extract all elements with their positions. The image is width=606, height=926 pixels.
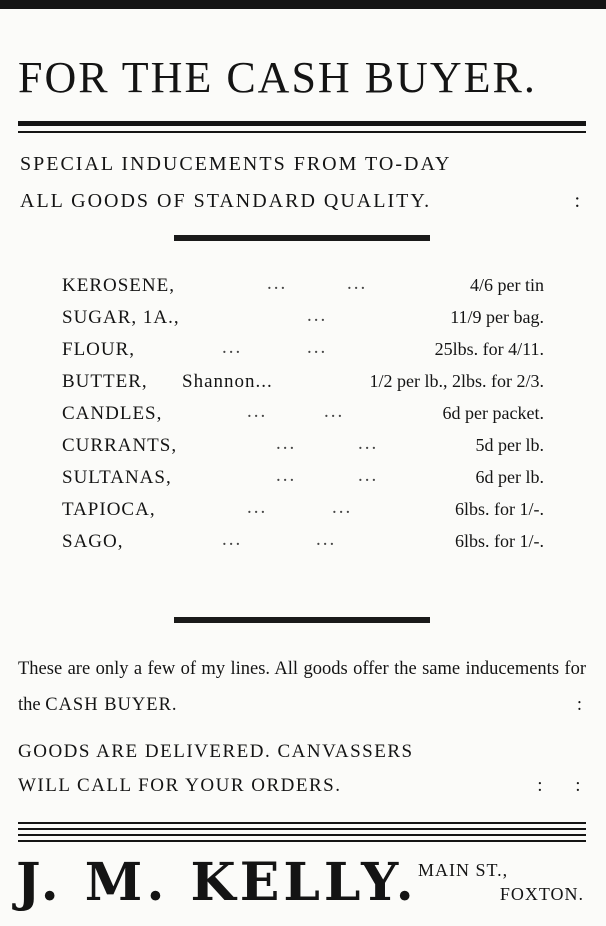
closing-paragraph [18, 651, 586, 723]
paragraph-cash-buyer: CASH BUYER. [45, 695, 178, 715]
top-border-rule [0, 0, 606, 9]
item-name: KEROSENE, [62, 275, 175, 296]
item-price: 4/6 per tin [470, 275, 544, 295]
footer-double-rule [18, 822, 586, 824]
leader-dots: ... [222, 529, 243, 550]
item-name: FLOUR, [62, 339, 136, 360]
paragraph-mark: : [576, 695, 582, 715]
intro-line-2 [20, 190, 586, 213]
intro-line-2-mark: : [574, 190, 582, 212]
price-row [62, 499, 552, 531]
item-name: CANDLES, [62, 403, 163, 424]
item-price: 11/9 per bag. [450, 307, 544, 327]
price-row [62, 403, 552, 435]
price-row [62, 371, 552, 403]
merchant-address [418, 858, 588, 906]
item-price: 6lbs. for 1/-. [455, 499, 544, 519]
leader-dots: ... [276, 433, 297, 454]
item-price: 1/2 per lb., 2lbs. for 2/3. [369, 371, 544, 391]
item-name: SUGAR, 1A., [62, 307, 180, 328]
item-name: CURRANTS, [62, 435, 178, 456]
leader-dots: ... [332, 497, 353, 518]
delivery-line-2-text: WILL CALL FOR YOUR ORDERS. [18, 775, 342, 796]
intro-line-1: SPECIAL INDUCEMENTS FROM TO-DAY [20, 153, 452, 175]
leader-dots: ... [247, 401, 268, 422]
delivery-line-2 [18, 775, 586, 797]
price-list [62, 275, 552, 563]
delivery-marks: : : [537, 775, 582, 796]
merchant-name: J. M. KELLY. [16, 852, 418, 913]
item-qualifier: Shannon... [182, 371, 273, 392]
leader-dots: ... [247, 497, 268, 518]
leader-dots: ... [307, 305, 328, 326]
price-row [62, 275, 552, 307]
leader-dots: ... [276, 465, 297, 486]
leader-dots: ... [347, 273, 368, 294]
leader-dots: ... [316, 529, 337, 550]
price-row [62, 435, 552, 467]
leader-dots: ... [267, 273, 288, 294]
leader-dots: ... [358, 433, 379, 454]
leader-dots: ... [324, 401, 345, 422]
leader-dots: ... [358, 465, 379, 486]
intro-line-2-text: ALL GOODS OF STANDARD QUALITY. [20, 190, 432, 212]
price-row [62, 531, 552, 563]
headline: FOR THE CASH BUYER. [18, 53, 537, 102]
section-divider-bar [174, 235, 430, 241]
footer-double-rule-lower [18, 834, 586, 836]
leader-dots: ... [307, 337, 328, 358]
item-price: 6d per lb. [475, 467, 544, 487]
price-row [62, 467, 552, 499]
item-name: BUTTER, [62, 371, 148, 392]
delivery-line-1: GOODS ARE DELIVERED. CANVASSERS [18, 741, 414, 762]
headline-double-rule [18, 121, 586, 126]
address-line-1: MAIN ST., [418, 860, 509, 880]
section-divider-bar [174, 617, 430, 623]
item-name: SULTANAS, [62, 467, 172, 488]
item-price: 5d per lb. [475, 435, 544, 455]
price-row [62, 339, 552, 371]
address-line-2: FOXTON. [499, 884, 584, 904]
item-price: 6lbs. for 1/-. [455, 531, 544, 551]
paragraph-text: These are only a few of my lines. All goods offer the same inducements for the [18, 659, 586, 715]
item-name: TAPIOCA, [62, 499, 156, 520]
item-name: SAGO, [62, 531, 124, 552]
item-price: 6d per packet. [442, 403, 544, 423]
price-row [62, 307, 552, 339]
item-price: 25lbs. for 4/11. [434, 339, 544, 359]
leader-dots: ... [222, 337, 243, 358]
